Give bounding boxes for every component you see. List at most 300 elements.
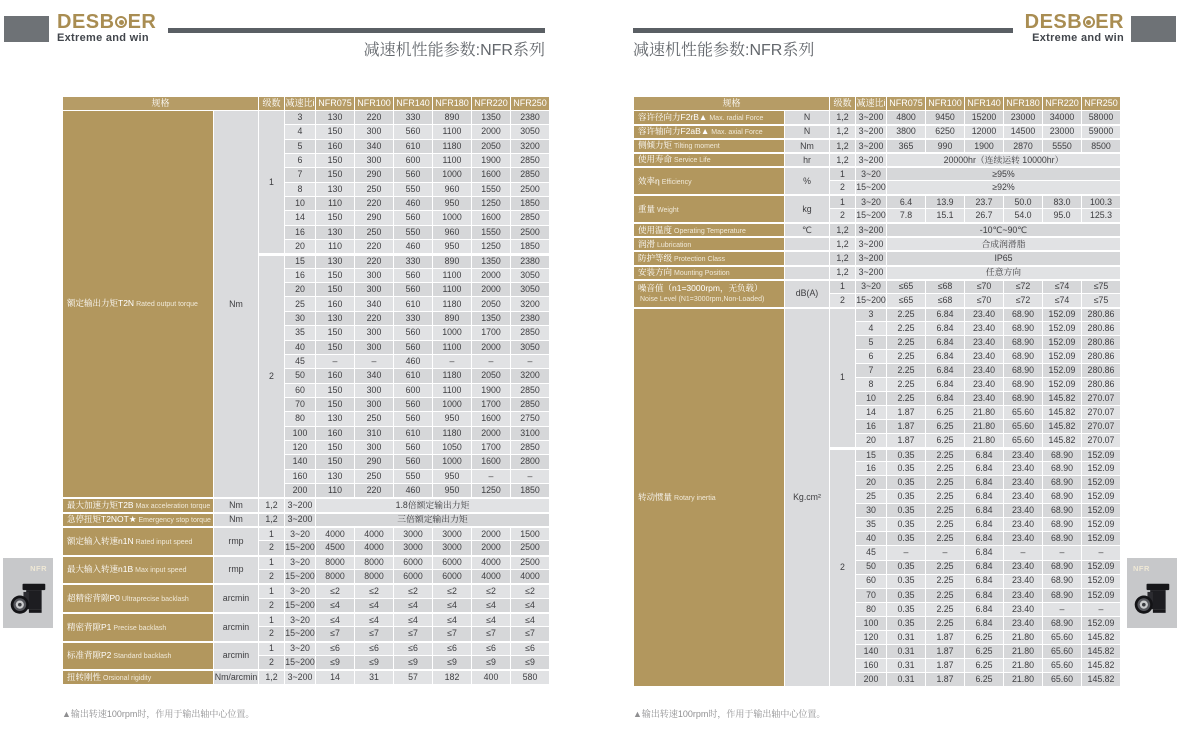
value-cell: – bbox=[355, 355, 393, 368]
ratio-cell: 16 bbox=[285, 226, 315, 239]
value-cell: 23.40 bbox=[1004, 448, 1042, 461]
value-cell: – bbox=[1043, 603, 1081, 616]
value-cell: 65.60 bbox=[1004, 406, 1042, 419]
spec-label-cell bbox=[634, 223, 784, 236]
stage-cell: 2 bbox=[259, 656, 284, 669]
spec-label-en: Tilting moment bbox=[674, 143, 720, 151]
header-model: NFR250 bbox=[511, 97, 549, 110]
value-cell: 280.86 bbox=[1082, 350, 1120, 363]
unit-cell: N bbox=[785, 111, 829, 124]
unit-cell bbox=[785, 251, 829, 264]
ratio-cell: 3~200 bbox=[285, 513, 315, 526]
table-row bbox=[634, 167, 1120, 180]
value-cell: 130 bbox=[316, 412, 354, 425]
value-cell: 950 bbox=[433, 412, 471, 425]
ratio-cell: 80 bbox=[285, 412, 315, 425]
ratio-cell: 15~200 bbox=[285, 541, 315, 554]
table-row bbox=[634, 266, 1120, 279]
value-cell: 1000 bbox=[433, 398, 471, 411]
spec-label-cell bbox=[634, 195, 784, 222]
ratio-cell: 35 bbox=[856, 518, 886, 531]
spec-label-cn: 侧倾力矩 bbox=[638, 140, 673, 151]
stage-cell: 1,2 bbox=[830, 266, 855, 279]
header-rule-right bbox=[633, 28, 1013, 33]
value-cell: 68.90 bbox=[1004, 378, 1042, 391]
table-row bbox=[634, 195, 1120, 208]
header-model: NFR180 bbox=[1004, 97, 1042, 110]
value-cell: 6.84 bbox=[965, 518, 1003, 531]
value-cell: 2850 bbox=[511, 326, 549, 339]
value-cell: 290 bbox=[355, 455, 393, 468]
value-cell: 550 bbox=[394, 470, 432, 483]
value-cell: 68.90 bbox=[1004, 322, 1042, 335]
spec-label-cell bbox=[634, 280, 784, 307]
spec-label-en: Protection Class bbox=[674, 255, 725, 263]
value-cell: 2050 bbox=[472, 369, 510, 382]
value-cell: 6.84 bbox=[965, 546, 1003, 559]
ratio-cell: 14 bbox=[285, 211, 315, 224]
table-row bbox=[63, 613, 549, 626]
value-cell: 0.35 bbox=[887, 476, 925, 489]
ratio-cell: 25 bbox=[285, 297, 315, 310]
value-cell: ≤7 bbox=[316, 627, 354, 640]
value-cell: ≤6 bbox=[511, 642, 549, 655]
value-cell: 560 bbox=[394, 283, 432, 296]
spec-label-en: Max acceleration torque bbox=[135, 502, 211, 510]
value-cell: 280.86 bbox=[1082, 322, 1120, 335]
stage-cell: 1,2 bbox=[830, 251, 855, 264]
value-cell: 2.25 bbox=[887, 364, 925, 377]
value-cell: – bbox=[316, 355, 354, 368]
value-cell: 130 bbox=[316, 254, 354, 267]
table-row bbox=[63, 513, 549, 526]
value-cell: 610 bbox=[394, 427, 432, 440]
ratio-cell: 25 bbox=[856, 490, 886, 503]
value-cell: 330 bbox=[394, 254, 432, 267]
value-cell: ≤2 bbox=[394, 584, 432, 597]
value-cell: 1000 bbox=[433, 168, 471, 181]
ratio-cell: 14 bbox=[856, 406, 886, 419]
value-cell: 160 bbox=[316, 369, 354, 382]
ratio-cell: 160 bbox=[856, 659, 886, 672]
value-cell: 23.40 bbox=[1004, 617, 1042, 630]
value-cell: 4500 bbox=[316, 541, 354, 554]
value-cell: 220 bbox=[355, 240, 393, 253]
value-cell: 150 bbox=[316, 269, 354, 282]
unit-cell: Nm bbox=[214, 111, 258, 497]
value-cell: 220 bbox=[355, 254, 393, 267]
value-cell: 250 bbox=[355, 412, 393, 425]
ratio-cell: 200 bbox=[856, 673, 886, 686]
value-cell: 68.90 bbox=[1004, 336, 1042, 349]
value-cell: 1900 bbox=[472, 384, 510, 397]
value-cell: 152.09 bbox=[1082, 617, 1120, 630]
value-cell: 340 bbox=[355, 297, 393, 310]
value-cell: 21.80 bbox=[1004, 659, 1042, 672]
spec-label-cn: 安装方向 bbox=[638, 266, 673, 277]
value-cell: 12000 bbox=[965, 125, 1003, 138]
ratio-cell: 120 bbox=[285, 441, 315, 454]
value-cell: 1.87 bbox=[926, 631, 964, 644]
stage-cell: 1 bbox=[259, 613, 284, 626]
value-cell: 2.25 bbox=[887, 378, 925, 391]
value-cell: 1180 bbox=[433, 140, 471, 153]
value-cell: 250 bbox=[355, 470, 393, 483]
ratio-cell: 3~200 bbox=[856, 237, 886, 250]
value-cell: 600 bbox=[394, 154, 432, 167]
value-cell: 460 bbox=[394, 355, 432, 368]
spec-label-cell bbox=[634, 153, 784, 166]
value-cell: 152.09 bbox=[1082, 561, 1120, 574]
value-cell: 460 bbox=[394, 197, 432, 210]
value-cell: 3800 bbox=[887, 125, 925, 138]
value-cell: 150 bbox=[316, 398, 354, 411]
value-cell: 1.87 bbox=[887, 434, 925, 447]
value-cell: 6.84 bbox=[965, 490, 1003, 503]
value-cell: 145.82 bbox=[1043, 392, 1081, 405]
value-cell: 2.25 bbox=[887, 350, 925, 363]
spec-label-cn: 额定输入转速n1N bbox=[67, 535, 134, 546]
header-model: NFR100 bbox=[926, 97, 964, 110]
value-cell: 280.86 bbox=[1082, 364, 1120, 377]
spec-label-en: Efficiency bbox=[661, 178, 692, 186]
table-header-row bbox=[634, 97, 1120, 110]
value-cell: 290 bbox=[355, 211, 393, 224]
value-cell: 610 bbox=[394, 140, 432, 153]
value-cell: 14 bbox=[316, 670, 354, 683]
value-cell: 68.90 bbox=[1043, 476, 1081, 489]
value-cell: ≤4 bbox=[316, 599, 354, 612]
value-cell: 340 bbox=[355, 369, 393, 382]
value-cell: 145.82 bbox=[1043, 406, 1081, 419]
value-cell: 68.90 bbox=[1043, 532, 1081, 545]
unit-cell: dB(A) bbox=[785, 280, 829, 307]
value-cell: ≤75 bbox=[1082, 294, 1120, 307]
value-cell: 2.25 bbox=[926, 448, 964, 461]
unit-cell: Kg.cm² bbox=[785, 308, 829, 686]
value-cell: 2850 bbox=[511, 384, 549, 397]
value-cell: 2.25 bbox=[926, 476, 964, 489]
value-cell: 23.40 bbox=[1004, 603, 1042, 616]
value-cell: 2.25 bbox=[926, 532, 964, 545]
stage-cell: 2 bbox=[830, 181, 855, 194]
value-cell: 6000 bbox=[394, 556, 432, 569]
footnote-right: ▲输出转速100rpm时，作用于输出轴中心位置。 bbox=[633, 709, 826, 719]
ratio-cell: 3~200 bbox=[856, 266, 886, 279]
value-cell: 300 bbox=[355, 326, 393, 339]
stage-cell: 2 bbox=[259, 254, 284, 497]
value-cell: 6.84 bbox=[965, 575, 1003, 588]
span-value-cell: 1.8倍额定输出力矩 bbox=[316, 498, 549, 511]
ratio-cell: 70 bbox=[856, 589, 886, 602]
value-cell: 57 bbox=[394, 670, 432, 683]
value-cell: ≤9 bbox=[355, 656, 393, 669]
spec-label-cell bbox=[63, 527, 213, 555]
ratio-cell: 7 bbox=[856, 364, 886, 377]
value-cell: 6.25 bbox=[965, 673, 1003, 686]
value-cell: ≤4 bbox=[472, 613, 510, 626]
header-stages: 级数 bbox=[259, 97, 284, 110]
value-cell: ≤9 bbox=[433, 656, 471, 669]
spec-label-cell bbox=[63, 498, 213, 511]
unit-cell: Nm bbox=[214, 498, 258, 511]
value-cell: 23.40 bbox=[1004, 490, 1042, 503]
value-cell: 2500 bbox=[511, 541, 549, 554]
spec-label-en: Precise backlash bbox=[113, 624, 167, 632]
value-cell: 68.90 bbox=[1043, 518, 1081, 531]
value-cell: 2.25 bbox=[887, 322, 925, 335]
value-cell: 0.31 bbox=[887, 659, 925, 672]
value-cell: 68.90 bbox=[1043, 575, 1081, 588]
ratio-cell: 160 bbox=[285, 470, 315, 483]
value-cell: 0.35 bbox=[887, 532, 925, 545]
value-cell: 1600 bbox=[472, 455, 510, 468]
value-cell: 270.07 bbox=[1082, 406, 1120, 419]
value-cell: 3050 bbox=[511, 269, 549, 282]
value-cell: ≤68 bbox=[926, 280, 964, 293]
value-cell: 560 bbox=[394, 326, 432, 339]
ratio-cell: 3~200 bbox=[856, 223, 886, 236]
value-cell: 2850 bbox=[511, 441, 549, 454]
spec-label-en: Weight bbox=[657, 206, 679, 214]
stage-cell: 2 bbox=[830, 209, 855, 222]
spec-label-en: Emergency stop torque bbox=[138, 517, 211, 525]
spec-label-en: Max. radial Force bbox=[709, 114, 764, 122]
ratio-cell: 3 bbox=[285, 111, 315, 124]
spec-label-cn: 扭转刚性 bbox=[67, 671, 102, 682]
value-cell: 280.86 bbox=[1082, 378, 1120, 391]
value-cell: 0.31 bbox=[887, 631, 925, 644]
value-cell: ≤6 bbox=[316, 642, 354, 655]
value-cell: 1100 bbox=[433, 125, 471, 138]
value-cell: ≤6 bbox=[472, 642, 510, 655]
spec-label-cell bbox=[634, 111, 784, 124]
value-cell: 2.25 bbox=[926, 561, 964, 574]
value-cell: 150 bbox=[316, 455, 354, 468]
value-cell: 2050 bbox=[472, 140, 510, 153]
value-cell: 1.87 bbox=[926, 659, 964, 672]
stage-cell: 1 bbox=[259, 584, 284, 597]
value-cell: ≤74 bbox=[1043, 294, 1081, 307]
value-cell: 130 bbox=[316, 183, 354, 196]
unit-cell bbox=[785, 237, 829, 250]
value-cell: 152.09 bbox=[1082, 462, 1120, 475]
value-cell: 152.09 bbox=[1082, 575, 1120, 588]
spec-label-cell bbox=[63, 584, 213, 612]
ratio-cell: 5 bbox=[856, 336, 886, 349]
table-row bbox=[63, 584, 549, 597]
value-cell: 2000 bbox=[472, 283, 510, 296]
value-cell: 1550 bbox=[472, 183, 510, 196]
value-cell: 1600 bbox=[472, 168, 510, 181]
stage-cell: 1,2 bbox=[830, 237, 855, 250]
value-cell: 6.84 bbox=[926, 322, 964, 335]
value-cell: 280.86 bbox=[1082, 336, 1120, 349]
ratio-cell: 200 bbox=[285, 484, 315, 497]
value-cell: 1100 bbox=[433, 154, 471, 167]
value-cell: 59000 bbox=[1082, 125, 1120, 138]
value-cell: 160 bbox=[316, 427, 354, 440]
value-cell: 8000 bbox=[355, 570, 393, 583]
value-cell: ≤65 bbox=[887, 280, 925, 293]
value-cell: ≤68 bbox=[926, 294, 964, 307]
value-cell: ≤7 bbox=[472, 627, 510, 640]
value-cell: 23.40 bbox=[965, 392, 1003, 405]
value-cell: 6.84 bbox=[926, 350, 964, 363]
value-cell: 21.80 bbox=[1004, 673, 1042, 686]
stage-cell: 1 bbox=[830, 308, 855, 447]
value-cell: 950 bbox=[433, 240, 471, 253]
value-cell: 65.60 bbox=[1043, 631, 1081, 644]
value-cell: 152.09 bbox=[1043, 364, 1081, 377]
value-cell: 26.7 bbox=[965, 209, 1003, 222]
value-cell: 130 bbox=[316, 111, 354, 124]
brand-suffix: ER bbox=[1095, 11, 1124, 33]
stage-cell: 1,2 bbox=[830, 111, 855, 124]
value-cell: 152.09 bbox=[1082, 589, 1120, 602]
value-cell: 6.25 bbox=[926, 420, 964, 433]
value-cell: 1350 bbox=[472, 254, 510, 267]
value-cell: 2.25 bbox=[926, 462, 964, 475]
value-cell: 990 bbox=[926, 139, 964, 152]
value-cell: 1550 bbox=[472, 226, 510, 239]
value-cell: – bbox=[433, 355, 471, 368]
value-cell: – bbox=[472, 470, 510, 483]
value-cell: 4000 bbox=[355, 527, 393, 540]
value-cell: 23.40 bbox=[1004, 532, 1042, 545]
header-model: NFR180 bbox=[433, 97, 471, 110]
ratio-cell: 16 bbox=[856, 462, 886, 475]
spec-label-en: Orsional rigidity bbox=[103, 674, 152, 682]
value-cell: 2000 bbox=[472, 269, 510, 282]
header-model: NFR220 bbox=[472, 97, 510, 110]
ratio-cell: 70 bbox=[285, 398, 315, 411]
value-cell: 3200 bbox=[511, 297, 549, 310]
value-cell: 6.84 bbox=[926, 308, 964, 321]
value-cell: 83.0 bbox=[1043, 195, 1081, 208]
value-cell: 23.40 bbox=[1004, 575, 1042, 588]
value-cell: 600 bbox=[394, 384, 432, 397]
value-cell: – bbox=[1043, 546, 1081, 559]
value-cell: 152.09 bbox=[1082, 490, 1120, 503]
value-cell: 4000 bbox=[511, 570, 549, 583]
value-cell: 145.82 bbox=[1082, 659, 1120, 672]
value-cell: 1100 bbox=[433, 384, 471, 397]
value-cell: 6000 bbox=[433, 570, 471, 583]
value-cell: ≤72 bbox=[1004, 280, 1042, 293]
ratio-cell: 60 bbox=[285, 384, 315, 397]
page-title-left: 减速机性能参数:NFR系列 bbox=[363, 42, 545, 59]
value-cell: 6.84 bbox=[926, 364, 964, 377]
value-cell: 2.25 bbox=[926, 518, 964, 531]
value-cell: 13.9 bbox=[926, 195, 964, 208]
value-cell: 2500 bbox=[511, 183, 549, 196]
span-value-cell: -10℃~90℃ bbox=[887, 223, 1120, 236]
value-cell: ≤4 bbox=[433, 613, 471, 626]
spec-label-en: Rated output torque bbox=[136, 301, 198, 309]
spec-label-en: Service Life bbox=[674, 157, 711, 165]
ratio-cell: 8 bbox=[856, 378, 886, 391]
value-cell: 1850 bbox=[511, 484, 549, 497]
value-cell: 150 bbox=[316, 168, 354, 181]
gearbox-image bbox=[8, 580, 48, 622]
ratio-cell: 3~200 bbox=[856, 153, 886, 166]
value-cell: 0.31 bbox=[887, 645, 925, 658]
ratio-cell: 100 bbox=[285, 427, 315, 440]
value-cell: 145.82 bbox=[1082, 673, 1120, 686]
ratio-cell: 15~200 bbox=[856, 294, 886, 307]
spec-table-left bbox=[62, 96, 550, 685]
unit-cell: hr bbox=[785, 153, 829, 166]
ratio-cell: 3~200 bbox=[285, 498, 315, 511]
ratio-cell: 3~20 bbox=[856, 167, 886, 180]
ratio-cell: 15~200 bbox=[285, 627, 315, 640]
value-cell: 160 bbox=[316, 140, 354, 153]
value-cell: 2.25 bbox=[887, 308, 925, 321]
value-cell: 8000 bbox=[316, 570, 354, 583]
span-value-cell: 合成润滑脂 bbox=[887, 237, 1120, 250]
value-cell: 3200 bbox=[511, 140, 549, 153]
spec-label-cn: 使用温度 bbox=[638, 224, 673, 235]
value-cell: 65.60 bbox=[1004, 434, 1042, 447]
value-cell: 65.60 bbox=[1043, 645, 1081, 658]
value-cell: 1.87 bbox=[926, 645, 964, 658]
value-cell: 1600 bbox=[472, 412, 510, 425]
ratio-cell: 15~200 bbox=[285, 656, 315, 669]
spec-label-cn: 最大加速力矩T2B bbox=[67, 499, 134, 510]
value-cell: 560 bbox=[394, 398, 432, 411]
value-cell: 2050 bbox=[472, 297, 510, 310]
spec-label-cn: 润滑 bbox=[638, 238, 656, 249]
value-cell: ≤7 bbox=[394, 627, 432, 640]
value-cell: 0.35 bbox=[887, 589, 925, 602]
stage-cell: 1,2 bbox=[830, 153, 855, 166]
value-cell: ≤7 bbox=[433, 627, 471, 640]
value-cell: 1.87 bbox=[887, 420, 925, 433]
spec-label-en: Operating Temperature bbox=[674, 227, 746, 235]
spec-label-cn: 额定输出力矩T2N bbox=[67, 298, 135, 309]
stage-cell: 1,2 bbox=[259, 670, 284, 683]
table-row bbox=[634, 125, 1120, 138]
spec-label-en: Lubrication bbox=[657, 241, 692, 249]
value-cell: 4000 bbox=[355, 541, 393, 554]
value-cell: ≤2 bbox=[472, 584, 510, 597]
header-model: NFR100 bbox=[355, 97, 393, 110]
value-cell: 950 bbox=[433, 484, 471, 497]
ratio-cell: 5 bbox=[285, 140, 315, 153]
value-cell: 6.4 bbox=[887, 195, 925, 208]
table-row bbox=[634, 251, 1120, 264]
value-cell: 145.82 bbox=[1043, 434, 1081, 447]
value-cell: 68.90 bbox=[1004, 350, 1042, 363]
value-cell: 95.0 bbox=[1043, 209, 1081, 222]
stage-cell: 2 bbox=[259, 599, 284, 612]
value-cell: 15200 bbox=[965, 111, 1003, 124]
value-cell: 68.90 bbox=[1043, 561, 1081, 574]
table-row bbox=[634, 139, 1120, 152]
ratio-cell: 4 bbox=[285, 125, 315, 138]
ratio-cell: 15~200 bbox=[285, 570, 315, 583]
value-cell: ≤9 bbox=[394, 656, 432, 669]
value-cell: 7.8 bbox=[887, 209, 925, 222]
value-cell: 9450 bbox=[926, 111, 964, 124]
value-cell: 560 bbox=[394, 441, 432, 454]
value-cell: 4000 bbox=[472, 570, 510, 583]
ratio-cell: 20 bbox=[285, 283, 315, 296]
value-cell: 2000 bbox=[472, 541, 510, 554]
spec-label-en: Max. axial Force bbox=[711, 129, 763, 137]
value-cell: 0.35 bbox=[887, 448, 925, 461]
